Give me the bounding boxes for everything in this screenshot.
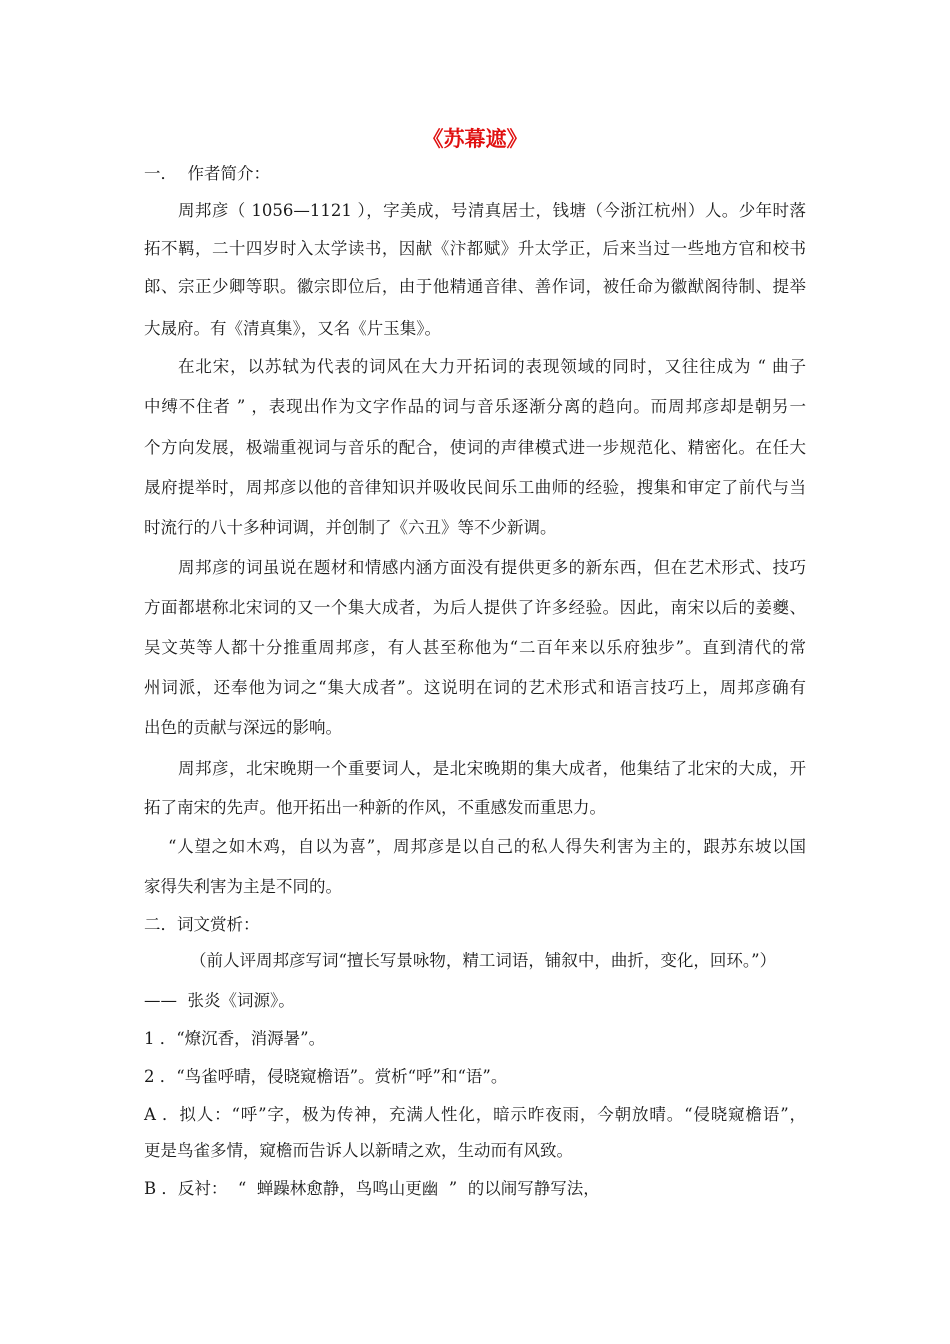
- paragraph-line: 州词派，还奉他为词之“集大成者”。这说明在词的艺术形式和语言技巧上，周邦彦确有: [144, 678, 806, 697]
- list-item: A ．拟人：“呼”字，极为传神，充满人性化，暗示昨夜雨，今朝放晴。“侵晓窥檐语”，: [144, 1105, 806, 1124]
- paragraph-line: 家得失利害为主是不同的。: [144, 877, 342, 896]
- paragraph-line: 时流行的八十多种词调，并创制了《六丑》等不少新调。: [144, 518, 557, 537]
- document-title: 《苏幕遮》: [422, 126, 528, 151]
- paragraph-line: 吴文英等人都十分推重周邦彦，有人甚至称他为“二百年来以乐府独步”。直到清代的常: [144, 638, 806, 657]
- list-item: 2 ．“鸟雀呼晴，侵晓窥檐语”。赏析“呼”和“语”。: [144, 1067, 508, 1086]
- paragraph-line: 郎、宗正少卿等职。徽宗即位后，由于他精通音律、善作词，被任命为徽猷阁待制、提举: [144, 277, 806, 296]
- section-heading-author: 一． 作者简介：: [144, 164, 270, 183]
- list-item: 更是鸟雀多情，窥檐而告诉人以新晴之欢，生动而有风致。: [144, 1141, 573, 1160]
- paragraph-line: 在北宋，以苏轼为代表的词风在大力开拓词的表现领域的同时，又往往成为 “ 曲子: [178, 357, 806, 376]
- section-heading-analysis: 二．词文赏析：: [144, 915, 260, 934]
- list-item: B ．反衬： “ 蝉躁林愈静，鸟鸣山更幽 ” 的以闹写静写法，: [144, 1179, 600, 1198]
- paragraph-line: 中缚不住者 ” ，表现出作为文字作品的词与音乐逐渐分离的趋向。而周邦彦却是朝另一: [144, 397, 806, 416]
- list-item: 1 ．“燎沉香，消溽暑”。: [144, 1029, 326, 1048]
- paragraph-line: 拓不羁，二十四岁时入太学读书，因献《汴都赋》升太学正，后来当过一些地方官和校书: [144, 239, 806, 258]
- quote-source: —— 张炎《词源》。: [144, 991, 295, 1010]
- paragraph-line: 晟府提举时，周邦彦以他的音律知识并吸收民间乐工曲师的经验，搜集和审定了前代与当: [144, 478, 806, 497]
- paragraph-line: 出色的贡献与深远的影响。: [144, 718, 342, 737]
- paragraph-line: 周邦彦的词虽说在题材和情感内涵方面没有提供更多的新东西，但在艺术形式、技巧: [178, 558, 806, 577]
- paragraph-line: 周邦彦，北宋晚期一个重要词人，是北宋晚期的集大成者，他集结了北宋的大成，开: [178, 759, 806, 778]
- paragraph-line: 拓了南宋的先声。他开拓出一种新的作风，不重感发而重思力。: [144, 798, 606, 817]
- paragraph-line: 大晟府。有《清真集》，又名《片玉集》。: [144, 319, 441, 338]
- paragraph-line: 周邦彦（ 1056—1121 ），字美成，号清真居士，钱塘（今浙江杭州）人。少年时落: [178, 201, 806, 220]
- paragraph-line: 方面都堪称北宋词的又一个集大成者，为后人提供了许多经验。因此，南宋以后的姜夔、: [144, 598, 806, 617]
- paragraph-line: “人望之如木鸡，自以为喜”，周邦彦是以自己的私人得失利害为主的，跟苏东坡以国: [168, 837, 806, 856]
- critic-quote: （前人评周邦彦写词“擅长写景咏物，精工词语，铺叙中，曲折，变化，回环。”）: [190, 951, 777, 970]
- paragraph-line: 个方向发展，极端重视词与音乐的配合，使词的声律模式进一步规范化、精密化。在任大: [144, 438, 806, 457]
